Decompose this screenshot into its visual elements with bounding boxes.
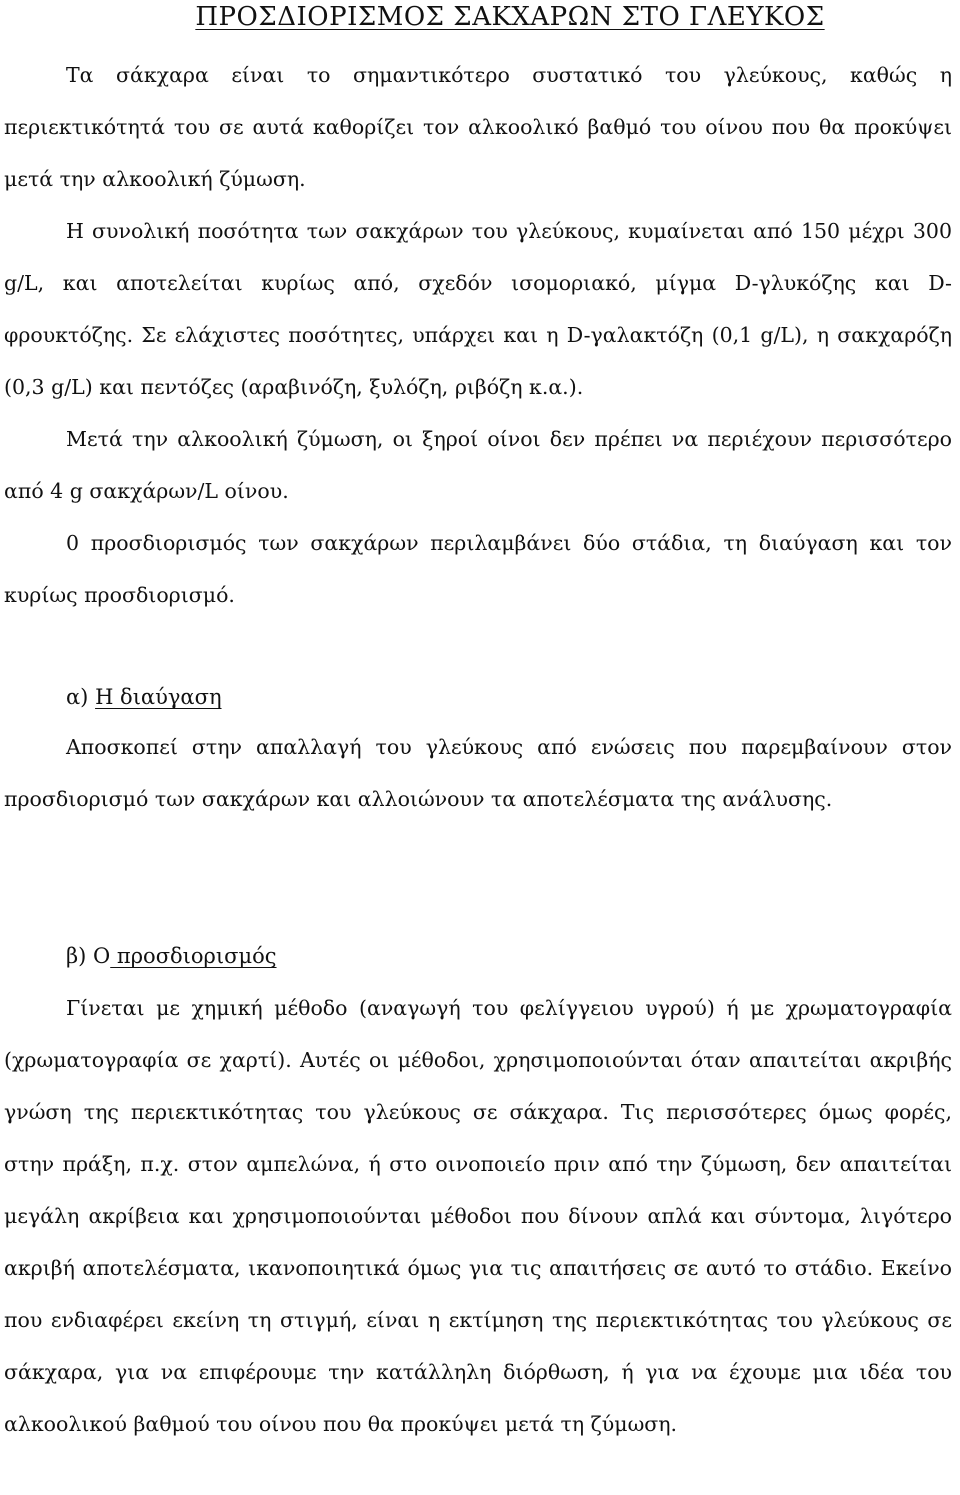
section-a-text: Αποσκοπεί στην απαλλαγή του γλεύκους από ενώσεις που παρεμβαίνουν στον προσδιορισμό των σακχάρων και αλλοιώνουν τα αποτελέσματα της ανάλυσης. [4, 735, 952, 811]
intro-paragraph-1: Τα σάκχαρα είναι το σημαντικότερο συστατικό του γλεύκους, καθώς η περιεκτικότητά του σε αυτά καθορίζει τον αλκοολικό βαθμό του οίνου που θα προκύψει μετά την αλκοολική ζύμωση. [4, 63, 952, 191]
intro-paragraph-2: Η συνολική ποσότητα των σακχάρων του γλεύκους, κυμαίνεται από 150 μέχρι 300 g/L, και αποτελείται κυρίως από, σχεδόν ισομοριακό, μίγμα D-γλυκόζης και D-φρουκτόζης. Σε ελάχιστες ποσότητες, υπάρχει και η D-γαλακτόζη (0,1 g/L), η σακχαρόζη (0,3 g/L) και πεντόζες (αραβινόζη, ξυλόζη, ριβόζη κ.α.). [4, 219, 952, 399]
section-b-title: προσδιορισμός [110, 944, 277, 968]
section-a-prefix: α) [66, 685, 96, 709]
section-a-title: Η διαύγαση [95, 685, 222, 709]
section-b-text: Γίνεται με χημική μέθοδο (αναγωγή του φελίγγειου υγρού) ή με χρωματογραφία (χρωματογραφία σε χαρτί). Αυτές οι μέθοδοι, χρησιμοποιούνται όταν απαιτείται ακριβής γνώση της περιεκτικότητας του γλεύκους σε σάκχαρα. Τις περισσότερες όμως φορές, στην πράξη, π.χ. στον αμπελώνα, ή στο οινοποιείο πριν από την ζύμωση, δεν απαιτείται μεγάλη ακρίβεια και χρησιμοποιούνται μέθοδοι που δίνουν απλά και σύντομα, λιγότερο ακριβή αποτελέσματα, ικανοποιητικά όμως για τις απαιτήσεις σε αυτό το στάδιο. Εκείνο που ενδιαφέρει εκείνη τη στιγμή, είναι η εκτίμηση της περιεκτικότητας του γλεύκους σε σάκχαρα, για να επιφέρουμε την κατάλληλη διόρθωση, ή για να έχουμε μια ιδέα του αλκοολικού βαθμού του οίνου που θα προκύψει μετά τη ζύμωση. [4, 996, 952, 1436]
intro-paragraph-4: 0 προσδιορισμός των σακχάρων περιλαμβάνει δύο στάδια, τη διαύγαση και τον κυρίως προσδιορισμό. [4, 531, 952, 607]
section-b-heading [66, 941, 277, 971]
section-b-prefix: β) Ο [66, 944, 111, 968]
section-a-heading [66, 682, 222, 712]
intro-paragraph-3: Μετά την αλκοολική ζύμωση, οι ξηροί οίνοι δεν πρέπει να περιέχουν περισσότερο από 4 g σακχάρων/L οίνου. [4, 427, 952, 503]
document-title: ΠΡΟΣΔΙΟΡΙΣΜΟΣ ΣΑΚΧΑΡΩΝ ΣΤΟ ΓΛΕΥΚΟΣ [195, 2, 825, 32]
